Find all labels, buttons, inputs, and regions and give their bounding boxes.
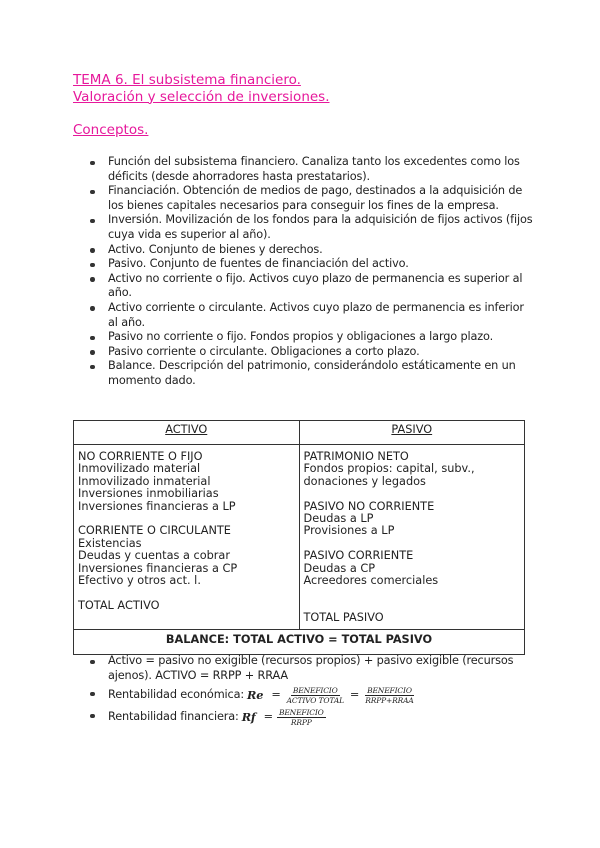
- re-formula: [108, 686, 535, 705]
- pasivo-column: [299, 445, 525, 630]
- activo-nc-title: NO CORRIENTE O FIJO: [78, 450, 203, 463]
- fraction-numerator: BENEFICIO: [292, 686, 338, 696]
- table-cell: Inversiones financieras a CP: [78, 561, 238, 575]
- list-item: Inversión. Movilización de los fondos para la adquisición de fijos activos (fijos cuya vida es superior al año).: [90, 213, 535, 242]
- formulas-list: [90, 654, 535, 727]
- list-item: Pasivo. Conjunto de fuentes de financiación del activo.: [90, 257, 535, 272]
- rf-symbol: Rf: [241, 710, 256, 725]
- fraction-numerator: BENEFICIO: [367, 686, 412, 696]
- table-cell: Existencias: [78, 536, 142, 550]
- list-item: Financiación. Obtención de medios de pago, destinados a la adquisición de los bienes capitales necesarios para conseguir los fines de la empresa.: [90, 184, 535, 213]
- fraction-denominator: RRPP+RRAA: [365, 696, 414, 706]
- rf-formula: [108, 708, 535, 727]
- list-item: [90, 686, 535, 705]
- section-heading: Conceptos.: [73, 122, 149, 138]
- re-fraction-1: [285, 686, 346, 705]
- total-activo: TOTAL ACTIVO: [78, 598, 160, 612]
- table-cell: Inversiones inmobiliarias: [78, 487, 219, 501]
- table-cell: Inmovilizado material: [78, 462, 201, 476]
- equals-sign: =: [263, 710, 273, 724]
- pasivo-pn-title: PATRIMONIO NETO: [303, 450, 409, 463]
- activo-column: [74, 445, 300, 630]
- title-line-2: Valoración y selección de inversiones.: [73, 88, 330, 105]
- pasivo-pc-title: PASIVO CORRIENTE: [303, 549, 414, 563]
- list-item: Pasivo corriente o circulante. Obligaciones a corto plazo.: [90, 345, 535, 360]
- rf-fraction: [277, 708, 326, 727]
- list-item: Activo. Conjunto de bienes y derechos.: [90, 243, 535, 258]
- re-label: Rentabilidad económica:: [108, 688, 245, 702]
- equals-sign: =: [349, 688, 360, 702]
- list-item: Activo no corriente o fijo. Activos cuyo plazo de permanencia es superior al año.: [90, 272, 535, 301]
- equals-sign: =: [271, 688, 281, 702]
- balance-footer: BALANCE: TOTAL ACTIVO = TOTAL PASIVO: [74, 629, 525, 654]
- total-pasivo: TOTAL PASIVO: [303, 611, 384, 625]
- list-item: [90, 708, 535, 727]
- activo-header: ACTIVO: [74, 421, 300, 445]
- list-item: Balance. Descripción del patrimonio, considerándolo estáticamente en un momento dado.: [90, 359, 535, 388]
- table-cell: Deudas a LP: [303, 512, 374, 526]
- table-cell: Fondos propios: capital, subv.,: [303, 462, 475, 476]
- balance-table: [73, 420, 525, 655]
- table-cell: Efectivo y otros act. l.: [78, 574, 201, 588]
- table-cell: Deudas y cuentas a cobrar: [78, 549, 230, 563]
- table-cell: Deudas a CP: [303, 561, 376, 575]
- pasivo-header: PASIVO: [299, 421, 525, 445]
- title-line-1: TEMA 6. El subsistema financiero.: [73, 72, 301, 88]
- list-item: Pasivo no corriente o fijo. Fondos propios y obligaciones a largo plazo.: [90, 330, 535, 345]
- table-cell: Inmovilizado inmaterial: [78, 474, 211, 488]
- table-cell: Inversiones financieras a LP: [78, 499, 236, 513]
- rf-label: Rentabilidad financiera:: [108, 710, 239, 724]
- list-item: Activo corriente o circulante. Activos cuyo plazo de permanencia es inferior al año.: [90, 301, 535, 330]
- fraction-denominator: ACTIVO TOTAL: [286, 696, 344, 706]
- concepts-list: [90, 155, 535, 389]
- table-cell: Acreedores comerciales: [303, 574, 439, 588]
- fraction-denominator: RRPP: [290, 718, 312, 728]
- table-cell: Provisiones a LP: [303, 524, 395, 538]
- list-item: Función del subsistema financiero. Canaliza tanto los excedentes como los déficits (desde ahorradores hasta prestatarios).: [90, 155, 535, 184]
- activo-c-title: CORRIENTE O CIRCULANTE: [78, 524, 231, 538]
- re-fraction-2: [363, 686, 415, 705]
- list-item: Activo = pasivo no exigible (recursos propios) + pasivo exigible (recursos ajenos). ACTIVO = RRPP + RRAA: [90, 654, 535, 683]
- page-title: [73, 72, 553, 105]
- fraction-numerator: BENEFICIO: [278, 708, 324, 718]
- table-cell: donaciones y legados: [303, 474, 426, 488]
- pasivo-pnc-title: PASIVO NO CORRIENTE: [303, 499, 435, 513]
- re-symbol: Re: [247, 688, 264, 703]
